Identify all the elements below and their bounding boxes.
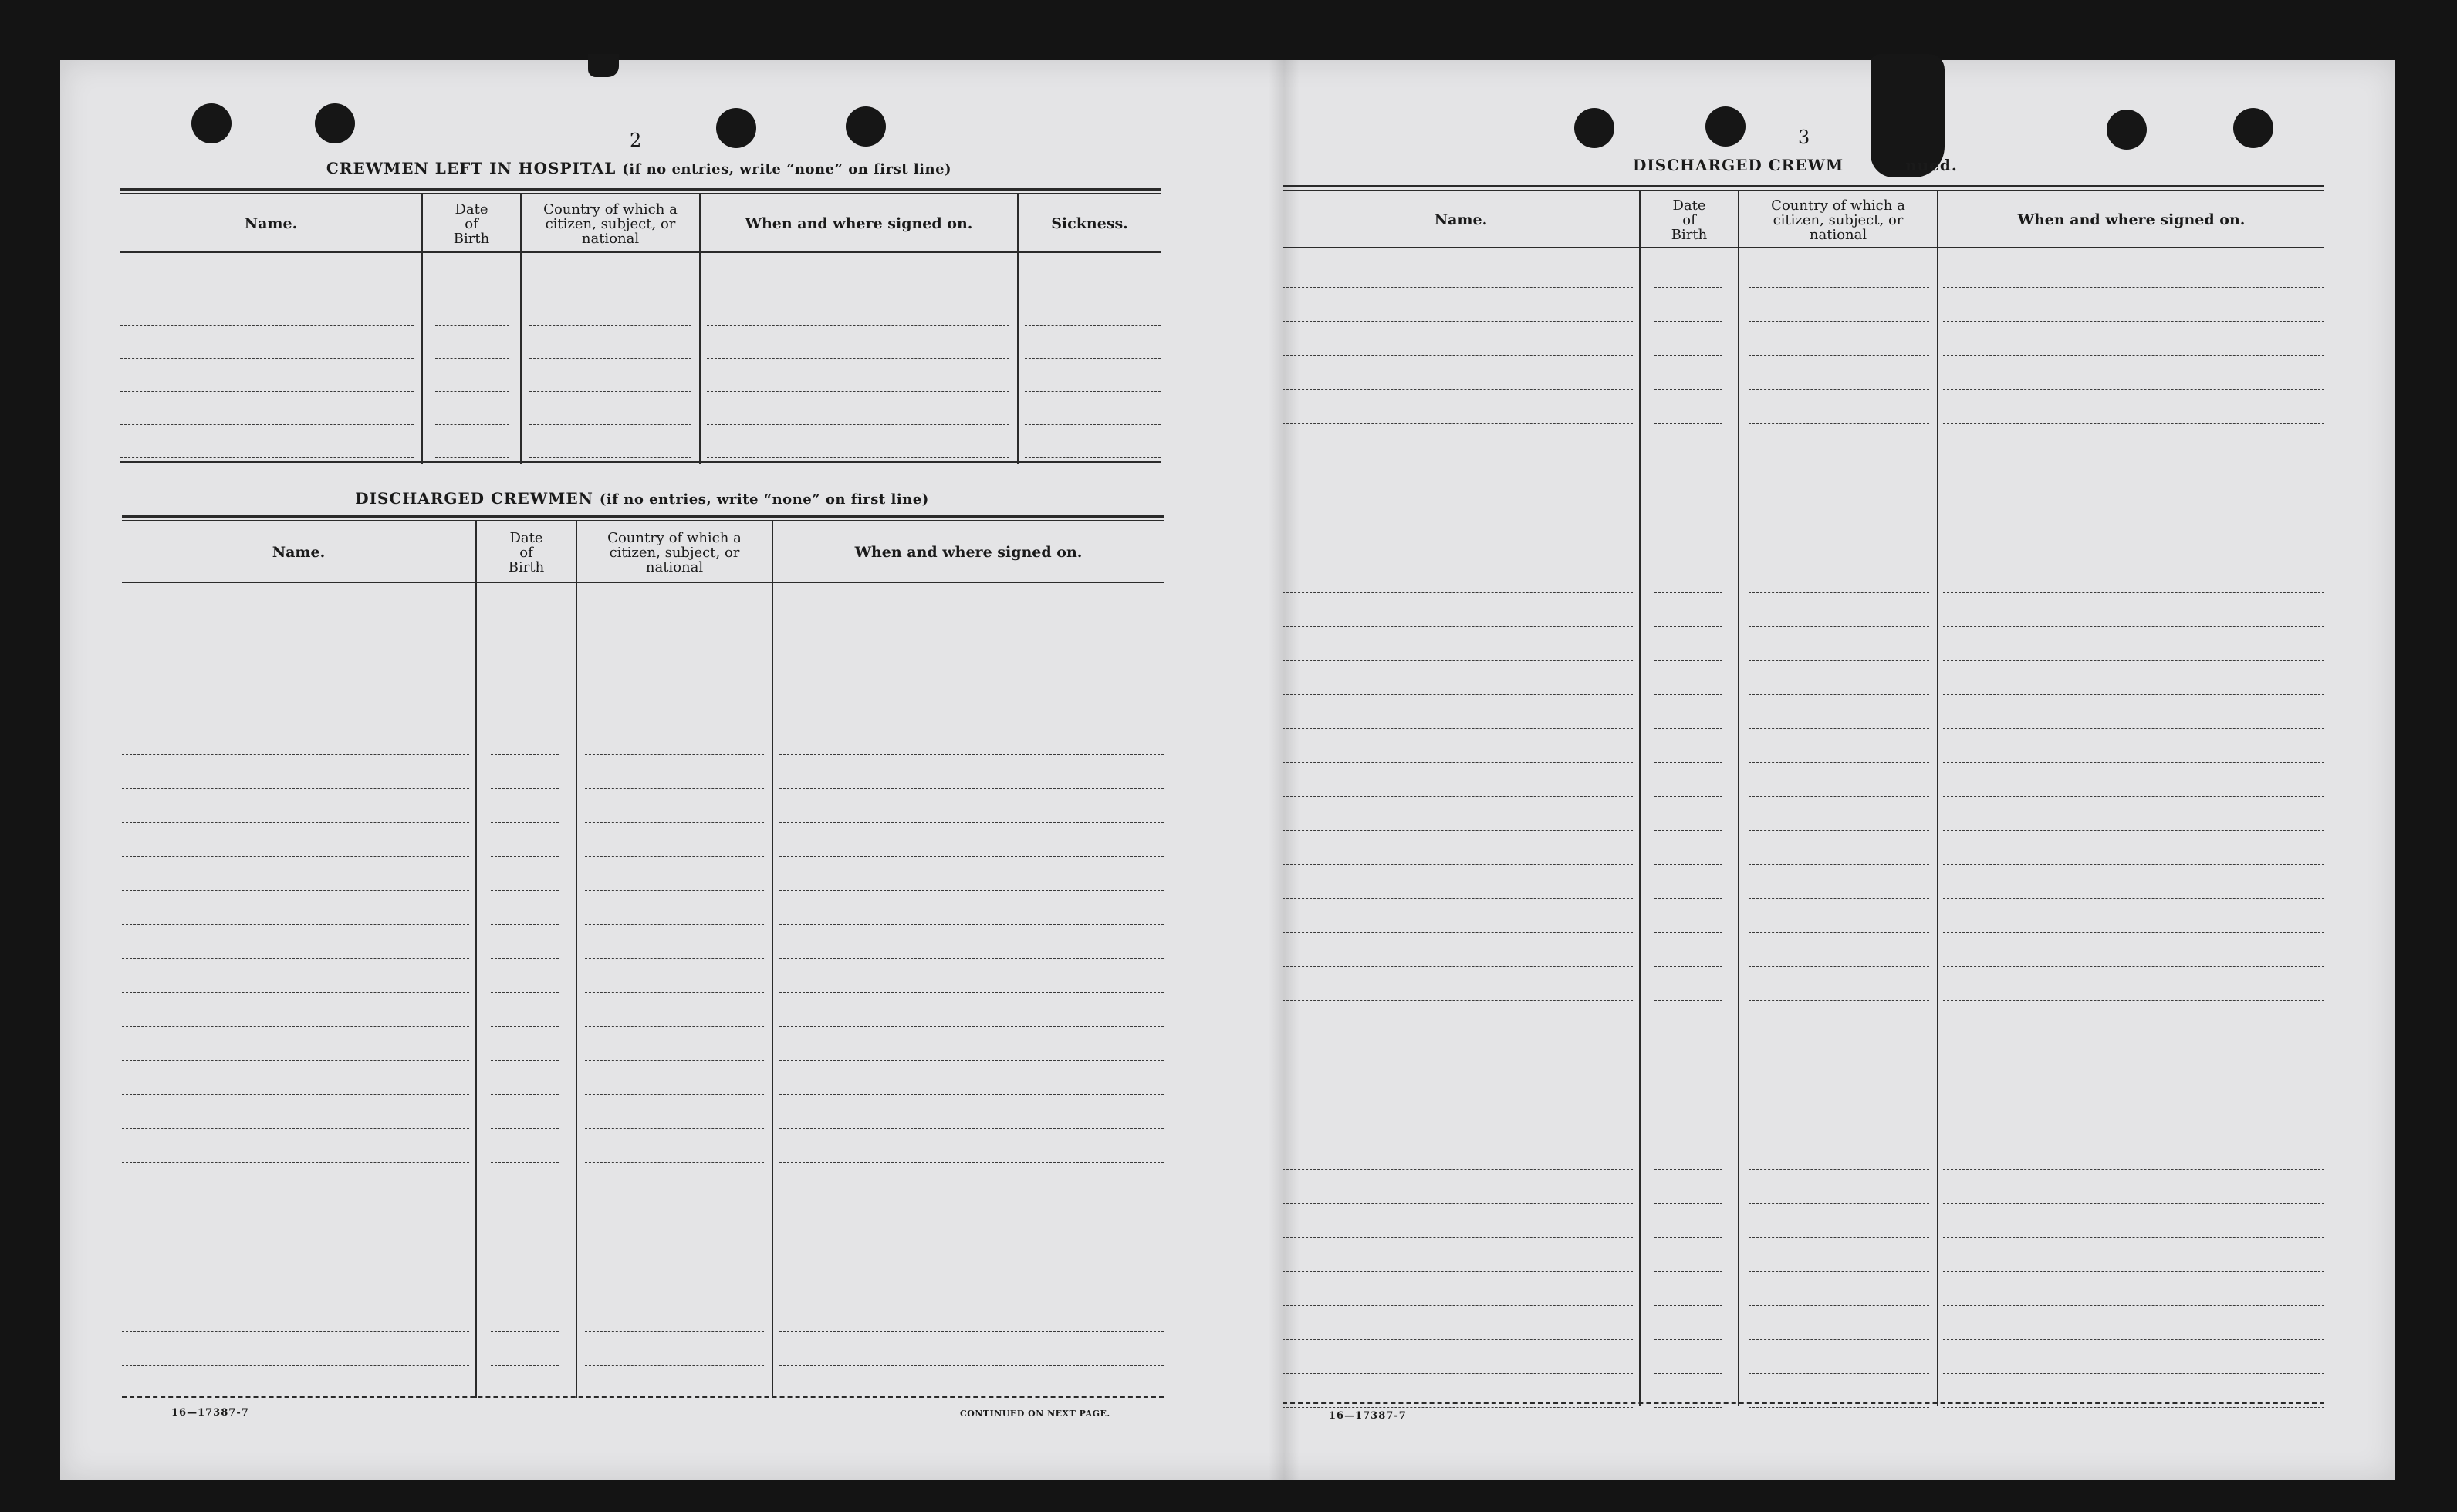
- entry-line-segment: [1283, 1000, 1633, 1001]
- entry-line-segment: [1283, 1203, 1633, 1204]
- entry-line-segment: [120, 457, 414, 458]
- table-bottom-rule: [1283, 1402, 2324, 1404]
- entry-line-segment: [1943, 1339, 2324, 1340]
- entry-line-segment: [1943, 728, 2324, 729]
- entry-line-segment: [1749, 1169, 1929, 1170]
- entry-line-segment: [585, 788, 764, 789]
- entry-line-segment: [1749, 796, 1929, 797]
- entry-line-segment: [1283, 694, 1633, 695]
- entry-line-segment: [491, 924, 559, 925]
- entry-line-segment: [1749, 626, 1929, 627]
- col-header-name: Name.: [1434, 211, 1488, 228]
- hospital-table: [120, 188, 1161, 464]
- entry-line-segment: [1749, 423, 1929, 424]
- entry-line-segment: [1943, 389, 2324, 390]
- punch-hole: [846, 106, 886, 147]
- entry-line-segment: [122, 1026, 469, 1027]
- entry-line-segment: [1749, 1407, 1929, 1408]
- entry-line-segment: [1654, 1339, 1722, 1340]
- entry-line-segment: [779, 822, 1164, 823]
- discharged-table: [122, 515, 1164, 1399]
- entry-line-segment: [1943, 592, 2324, 593]
- table-bottom-rule: [122, 1396, 1164, 1398]
- entry-line-segment: [491, 1026, 559, 1027]
- entry-line-segment: [1943, 1237, 2324, 1238]
- entry-line-segment: [707, 391, 1009, 392]
- discharged-section-title: [120, 489, 1164, 508]
- entry-line-segment: [1654, 864, 1722, 865]
- entry-line-segment: [1943, 355, 2324, 356]
- entry-line-segment: [1943, 287, 2324, 288]
- column-divider: [475, 520, 477, 1398]
- entry-line-segment: [1943, 694, 2324, 695]
- entry-line-segment: [1749, 1339, 1929, 1340]
- entry-line-segment: [1943, 1000, 2324, 1001]
- header-rule: [122, 582, 1164, 583]
- right-title: DISCHARGED CREWM: [1633, 156, 1844, 174]
- entry-line-segment: [1943, 660, 2324, 661]
- entry-line-segment: [1654, 1373, 1722, 1374]
- discharged-note: (if no entries, write “none” on first line): [599, 491, 929, 508]
- entry-line-segment: [1283, 592, 1633, 593]
- entry-line-segment: [1283, 830, 1633, 831]
- entry-line-segment: [1749, 762, 1929, 763]
- entry-line-segment: [1283, 1407, 1633, 1408]
- entry-line-segment: [122, 1128, 469, 1129]
- table-rule: [1283, 190, 2324, 191]
- entry-line-segment: [1943, 1407, 2324, 1408]
- page-number-right: 3: [1798, 127, 1810, 148]
- entry-line-segment: [1654, 898, 1722, 899]
- entry-line-segment: [707, 424, 1009, 425]
- entry-line-segment: [1943, 1169, 2324, 1170]
- entry-line-segment: [529, 424, 691, 425]
- entry-line-segment: [122, 924, 469, 925]
- header-rule: [120, 251, 1161, 253]
- entry-line-segment: [1943, 830, 2324, 831]
- entry-line-segment: [1654, 389, 1722, 390]
- entry-line-segment: [1943, 762, 2324, 763]
- col-header-date-of-birth-text: Date of Birth: [508, 529, 545, 575]
- punch-hole: [716, 108, 756, 148]
- entry-line-segment: [1654, 762, 1722, 763]
- entry-line-segment: [1654, 1237, 1722, 1238]
- right-title-tail: nued.: [1905, 156, 1958, 174]
- entry-line-segment: [1654, 694, 1722, 695]
- page-number-left: 2: [630, 130, 642, 151]
- entry-line-segment: [585, 822, 764, 823]
- entry-line-segment: [1654, 660, 1722, 661]
- col-header-name: Name.: [272, 544, 326, 561]
- entry-line-segment: [779, 1128, 1164, 1129]
- col-header-country: [577, 523, 772, 582]
- entry-line-segment: [1283, 287, 1633, 288]
- entry-line-segment: [120, 358, 414, 359]
- col-header-signed-on: When and where signed on.: [745, 215, 973, 232]
- punch-hole: [2107, 110, 2147, 150]
- entry-line-segment: [1283, 660, 1633, 661]
- discharged-continued-table: [1283, 185, 2324, 1406]
- continued-note: CONTINUED ON NEXT PAGE.: [960, 1409, 1110, 1419]
- entry-line-segment: [585, 1365, 764, 1366]
- entry-line-segment: [585, 958, 764, 959]
- entry-line-segment: [491, 1331, 559, 1332]
- column-divider: [772, 520, 773, 1398]
- entry-line-segment: [1749, 389, 1929, 390]
- entry-line-segment: [1749, 287, 1929, 288]
- entry-line-segment: [779, 958, 1164, 959]
- table-rule: [122, 515, 1164, 518]
- entry-line-segment: [491, 1094, 559, 1095]
- discharged-continued-title: [1633, 156, 2003, 174]
- punch-hole: [315, 103, 355, 143]
- entry-line-segment: [779, 890, 1164, 891]
- table-rule: [120, 193, 1161, 194]
- entry-line-segment: [122, 1060, 469, 1061]
- entry-line-segment: [1654, 1271, 1722, 1272]
- entry-line-segment: [1283, 796, 1633, 797]
- entry-line-segment: [1749, 1237, 1929, 1238]
- entry-line-segment: [1749, 898, 1929, 899]
- entry-line-segment: [491, 1365, 559, 1366]
- col-header-date-of-birth-text: Date of Birth: [1671, 197, 1708, 243]
- entry-line-segment: [1283, 1305, 1633, 1306]
- entry-line-segment: [491, 958, 559, 959]
- entry-line-segment: [1943, 932, 2324, 933]
- hospital-note: (if no entries, write “none” on first line): [622, 161, 952, 177]
- entry-line-segment: [1749, 660, 1929, 661]
- entry-line-segment: [1654, 321, 1722, 322]
- entry-line-segment: [1654, 287, 1722, 288]
- entry-line-segment: [1749, 1271, 1929, 1272]
- entry-line-segment: [1749, 1203, 1929, 1204]
- punch-hole: [1574, 108, 1614, 148]
- entry-line-segment: [585, 1094, 764, 1095]
- entry-line-segment: [779, 1094, 1164, 1095]
- entry-line-segment: [585, 856, 764, 857]
- entry-line-segment: [1943, 864, 2324, 865]
- entry-line-segment: [1749, 1305, 1929, 1306]
- entry-line-segment: [435, 391, 509, 392]
- entry-line-segment: [122, 958, 469, 959]
- entry-line-segment: [491, 1128, 559, 1129]
- header-rule: [1283, 247, 2324, 248]
- col-header-date-of-birth: [423, 196, 520, 251]
- entry-line-segment: [1654, 1203, 1722, 1204]
- col-header-signed-on: When and where signed on.: [2017, 211, 2246, 228]
- entry-line-segment: [122, 754, 469, 755]
- col-header-date-of-birth-text: Date of Birth: [453, 201, 490, 247]
- entry-line-segment: [1025, 457, 1161, 458]
- entry-line-segment: [1654, 728, 1722, 729]
- entry-line-segment: [1749, 728, 1929, 729]
- entry-line-segment: [122, 788, 469, 789]
- entry-line-segment: [1943, 966, 2324, 967]
- entry-line-segment: [1749, 966, 1929, 967]
- entry-line-segment: [1654, 932, 1722, 933]
- entry-line-segment: [779, 1162, 1164, 1163]
- entry-line-segment: [1749, 321, 1929, 322]
- entry-line-segment: [1283, 1339, 1633, 1340]
- table-bottom-rule: [120, 461, 1161, 463]
- entry-line-segment: [491, 754, 559, 755]
- table-rule: [122, 520, 1164, 521]
- entry-line-segment: [529, 391, 691, 392]
- entry-line-segment: [585, 1162, 764, 1163]
- entry-line-segment: [435, 457, 509, 458]
- paper-tear: [588, 54, 619, 77]
- entry-line-segment: [779, 1060, 1164, 1061]
- entry-line-segment: [779, 856, 1164, 857]
- column-divider: [1937, 190, 1938, 1406]
- entry-line-segment: [585, 1331, 764, 1332]
- table-rule: [120, 188, 1161, 191]
- entry-line-segment: [491, 788, 559, 789]
- entry-line-segment: [491, 992, 559, 993]
- entry-line-segment: [1025, 358, 1161, 359]
- entry-line-segment: [1943, 1305, 2324, 1306]
- entry-line-segment: [1283, 864, 1633, 865]
- entry-line-segment: [1749, 830, 1929, 831]
- entry-line-segment: [1943, 1271, 2324, 1272]
- entry-line-segment: [1654, 966, 1722, 967]
- entry-line-segment: [122, 856, 469, 857]
- entry-line-segment: [1283, 1237, 1633, 1238]
- entry-line-segment: [1283, 898, 1633, 899]
- col-header-date-of-birth: [1641, 193, 1738, 247]
- discharged-title: DISCHARGED CREWMEN: [355, 489, 593, 508]
- entry-line-segment: [779, 754, 1164, 755]
- entry-line-segment: [1283, 932, 1633, 933]
- entry-line-segment: [1749, 932, 1929, 933]
- entry-line-segment: [120, 325, 414, 326]
- entry-line-segment: [1749, 1000, 1929, 1001]
- entry-line-segment: [707, 457, 1009, 458]
- entry-line-segment: [491, 1162, 559, 1163]
- entry-line-segment: [1283, 1271, 1633, 1272]
- entry-line-segment: [1943, 321, 2324, 322]
- entry-line-segment: [585, 924, 764, 925]
- col-header-sickness: Sickness.: [1051, 215, 1128, 232]
- entry-line-segment: [529, 358, 691, 359]
- table-rule: [1283, 185, 2324, 187]
- entry-line-segment: [1283, 423, 1633, 424]
- entry-line-segment: [585, 992, 764, 993]
- entry-line-segment: [585, 754, 764, 755]
- entry-line-segment: [1943, 1373, 2324, 1374]
- col-header-name: Name.: [244, 215, 298, 232]
- entry-line-segment: [122, 992, 469, 993]
- col-header-country: [1739, 193, 1937, 247]
- entry-line-segment: [1283, 966, 1633, 967]
- entry-line-segment: [1943, 423, 2324, 424]
- entry-line-segment: [585, 1128, 764, 1129]
- entry-line-segment: [1654, 1169, 1722, 1170]
- entry-line-segment: [435, 358, 509, 359]
- entry-line-segment: [585, 890, 764, 891]
- entry-line-segment: [1654, 1000, 1722, 1001]
- entry-line-segment: [435, 424, 509, 425]
- entry-line-segment: [122, 1365, 469, 1366]
- entry-line-segment: [1283, 321, 1633, 322]
- entry-line-segment: [529, 325, 691, 326]
- entry-line-segment: [1283, 762, 1633, 763]
- entry-line-segment: [1749, 864, 1929, 865]
- form-number-left: 16—17387-7: [171, 1407, 249, 1419]
- entry-line-segment: [1654, 423, 1722, 424]
- col-header-country: [522, 196, 699, 251]
- entry-line-segment: [1283, 1169, 1633, 1170]
- entry-line-segment: [1749, 355, 1929, 356]
- entry-line-segment: [1283, 626, 1633, 627]
- entry-line-segment: [435, 325, 509, 326]
- entry-line-segment: [1749, 1373, 1929, 1374]
- entry-line-segment: [1654, 355, 1722, 356]
- entry-line-segment: [707, 358, 1009, 359]
- entry-line-segment: [491, 822, 559, 823]
- entry-line-segment: [1654, 796, 1722, 797]
- entry-line-segment: [491, 890, 559, 891]
- entry-line-segment: [779, 1331, 1164, 1332]
- col-header-country-text: Country of which a citizen, subject, or national: [1771, 197, 1905, 243]
- entry-line-segment: [529, 457, 691, 458]
- entry-line-segment: [1654, 1407, 1722, 1408]
- entry-line-segment: [585, 1026, 764, 1027]
- entry-line-segment: [779, 924, 1164, 925]
- hospital-title: CREWMEN LEFT IN HOSPITAL: [326, 159, 617, 177]
- hospital-section-title: [120, 159, 1158, 177]
- entry-line-segment: [1025, 391, 1161, 392]
- entry-line-segment: [122, 822, 469, 823]
- entry-line-segment: [1025, 325, 1161, 326]
- entry-line-segment: [707, 325, 1009, 326]
- entry-line-segment: [122, 890, 469, 891]
- entry-line-segment: [779, 1365, 1164, 1366]
- entry-line-segment: [585, 1060, 764, 1061]
- entry-line-segment: [1654, 1305, 1722, 1306]
- entry-line-segment: [1654, 592, 1722, 593]
- entry-line-segment: [779, 1026, 1164, 1027]
- entry-line-segment: [491, 1060, 559, 1061]
- punch-hole: [1705, 106, 1746, 147]
- entry-line-segment: [779, 992, 1164, 993]
- entry-line-segment: [1749, 592, 1929, 593]
- entry-line-segment: [122, 1162, 469, 1163]
- column-divider: [1738, 190, 1739, 1406]
- entry-line-segment: [1283, 728, 1633, 729]
- punch-hole: [2233, 108, 2273, 148]
- col-header-signed-on: When and where signed on.: [854, 544, 1083, 561]
- form-number-right: 16—17387-7: [1329, 1410, 1407, 1422]
- entry-line-segment: [122, 1094, 469, 1095]
- entry-line-segment: [120, 424, 414, 425]
- col-header-date-of-birth: [477, 523, 576, 582]
- entry-line-segment: [1943, 898, 2324, 899]
- entry-line-segment: [120, 391, 414, 392]
- entry-line-segment: [1654, 626, 1722, 627]
- entry-line-segment: [1283, 1373, 1633, 1374]
- punch-hole: [191, 103, 232, 143]
- entry-line-segment: [1943, 1203, 2324, 1204]
- entry-line-segment: [1749, 694, 1929, 695]
- entry-line-segment: [779, 788, 1164, 789]
- entry-line-segment: [122, 1331, 469, 1332]
- column-divider: [1639, 190, 1641, 1406]
- entry-line-segment: [1283, 355, 1633, 356]
- entry-line-segment: [491, 856, 559, 857]
- entry-line-segment: [1654, 830, 1722, 831]
- entry-line-segment: [1943, 796, 2324, 797]
- col-header-country-text: Country of which a citizen, subject, or national: [607, 529, 742, 575]
- column-divider: [576, 520, 577, 1398]
- entry-line-segment: [1025, 424, 1161, 425]
- col-header-country-text: Country of which a citizen, subject, or national: [543, 201, 678, 247]
- entry-line-segment: [1943, 626, 2324, 627]
- entry-line-segment: [1283, 389, 1633, 390]
